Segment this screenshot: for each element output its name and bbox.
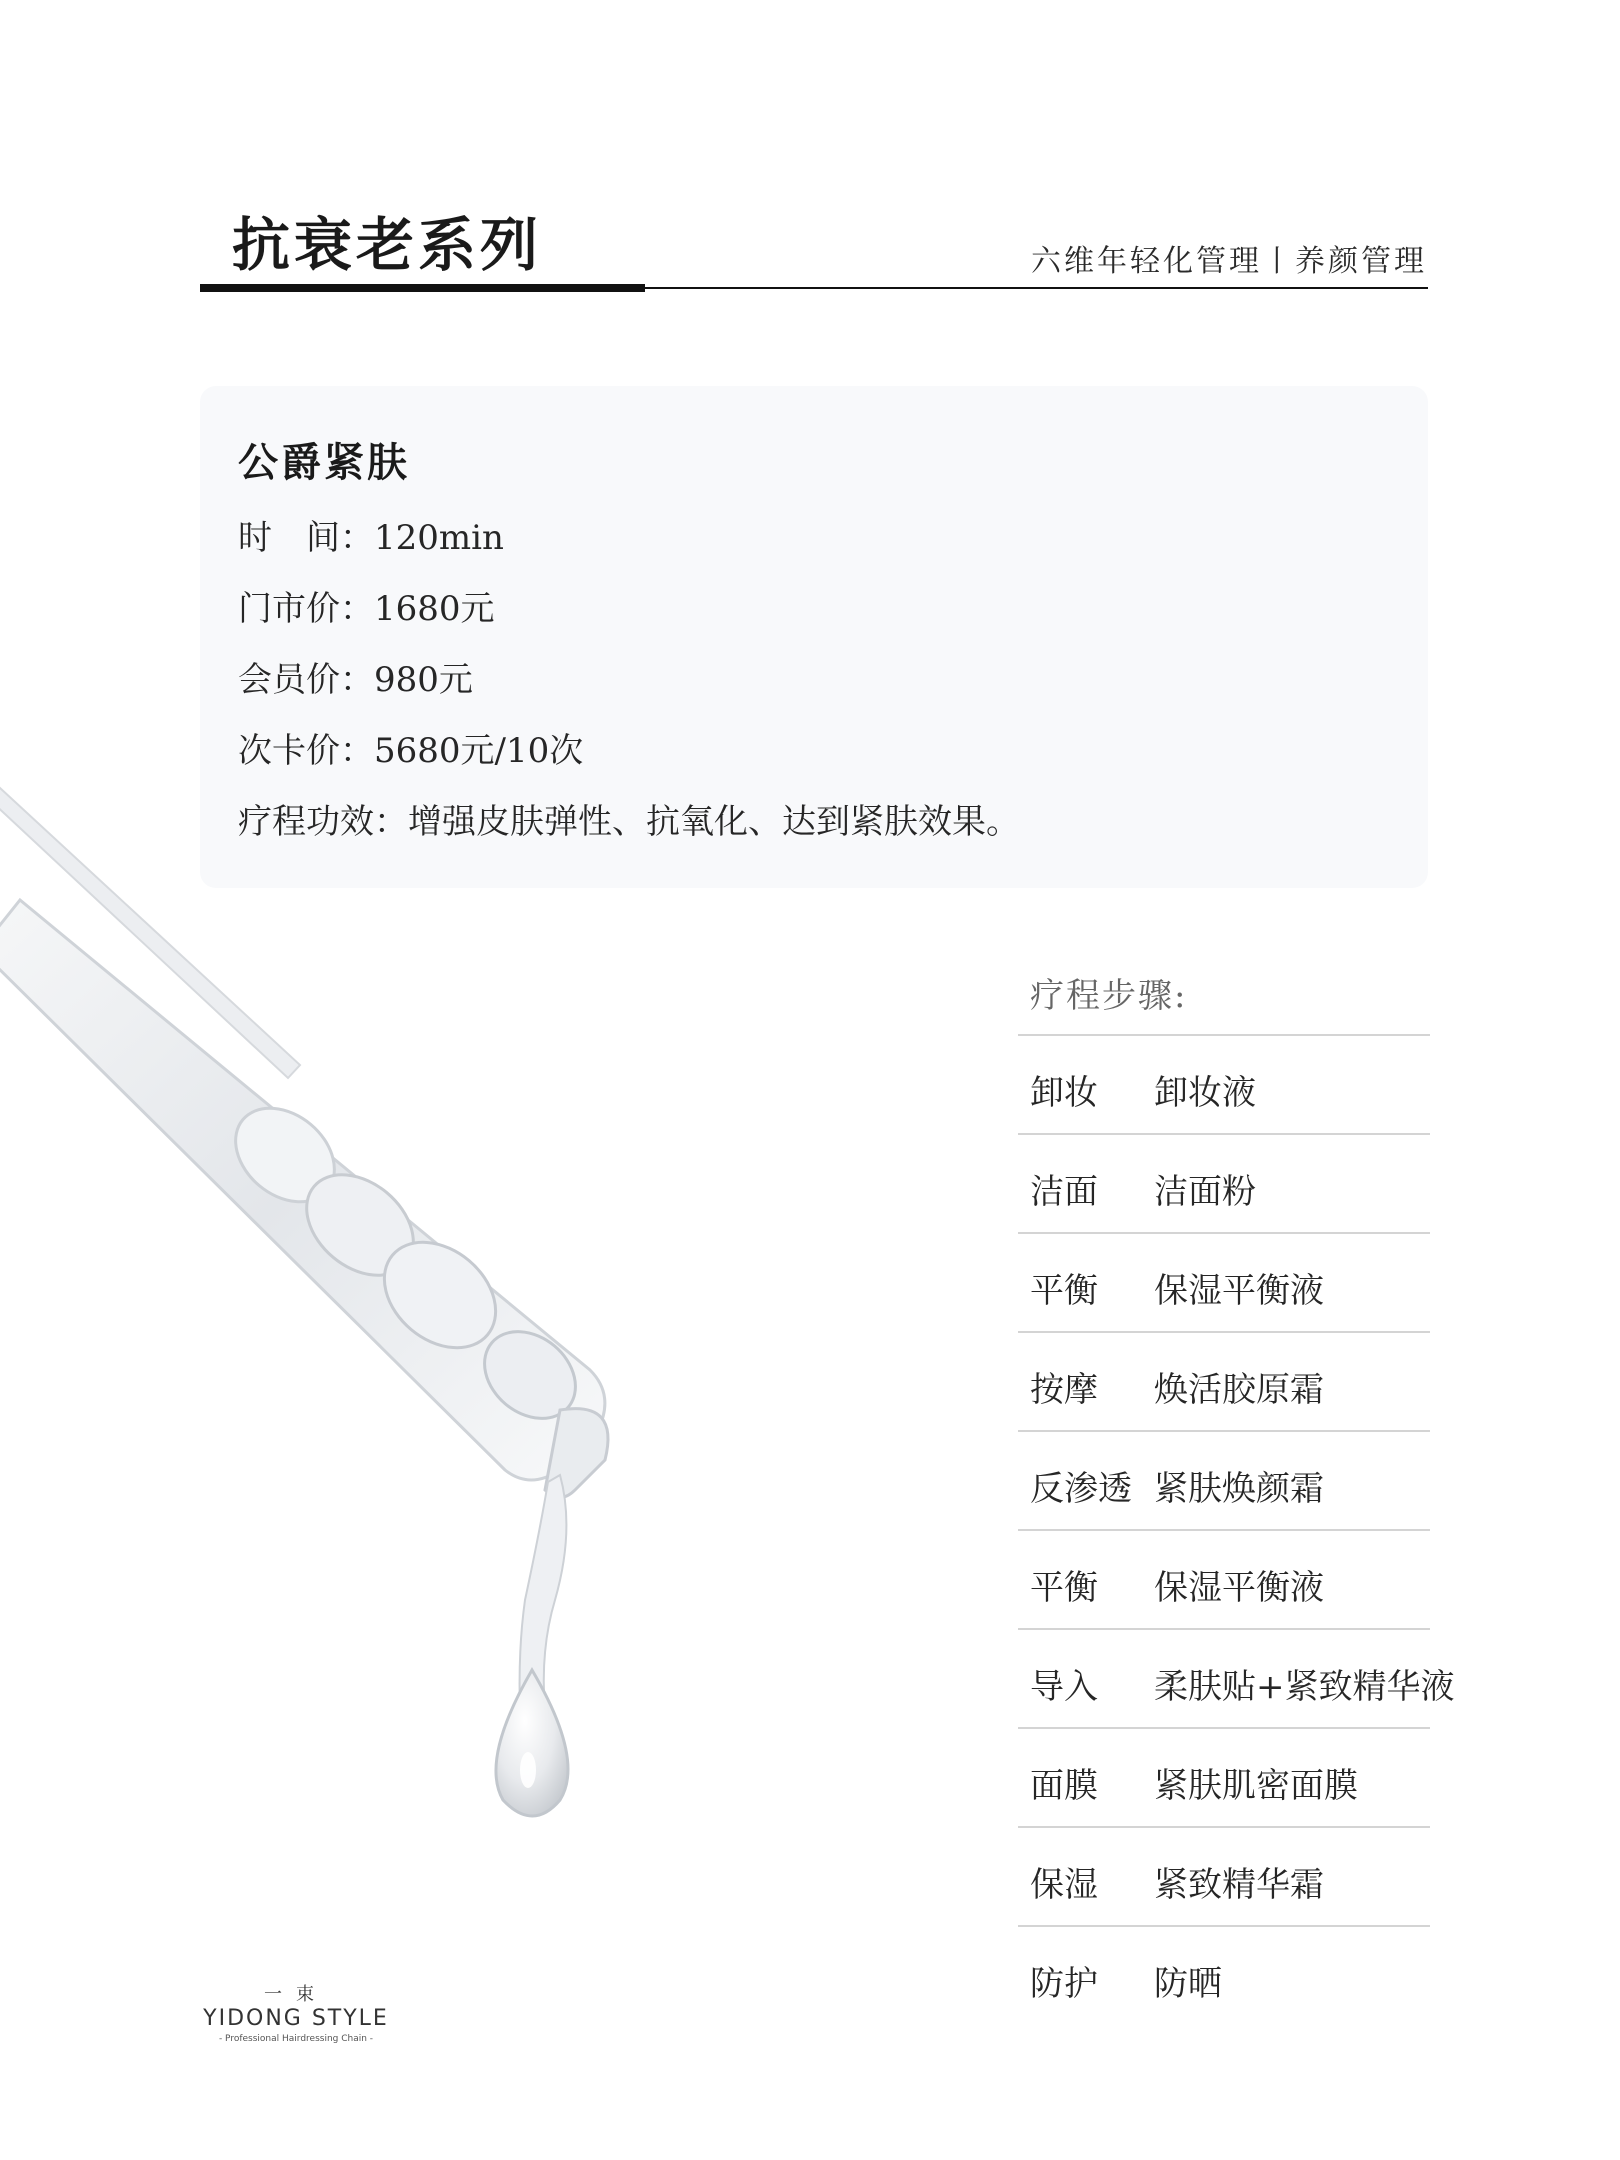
step-product: 柔肤贴+紧致精华液 xyxy=(1154,1667,1455,1707)
step-row xyxy=(1018,1331,1430,1430)
step-name: 防护 xyxy=(1030,1964,1098,2004)
step-name: 按摩 xyxy=(1030,1370,1098,1410)
step-name: 保湿 xyxy=(1030,1865,1098,1905)
brand-logo xyxy=(196,1985,396,2045)
step-product: 焕活胶原霜 xyxy=(1154,1370,1324,1410)
step-name: 平衡 xyxy=(1030,1568,1098,1608)
step-name: 导入 xyxy=(1030,1667,1098,1707)
step-name: 面膜 xyxy=(1030,1766,1098,1806)
step-name: 洁面 xyxy=(1030,1172,1098,1212)
page-title: 抗衰老系列 xyxy=(232,211,543,279)
step-product: 卸妆液 xyxy=(1154,1073,1256,1113)
treatment-retail-price: 门市价：1680元 xyxy=(238,589,495,629)
step-row xyxy=(1018,1232,1430,1331)
step-row xyxy=(1018,1727,1430,1826)
step-row xyxy=(1018,1034,1430,1133)
step-product: 紧肤肌密面膜 xyxy=(1154,1766,1358,1806)
step-product: 防晒 xyxy=(1154,1964,1222,2004)
logo-mark: 一束 xyxy=(264,1984,328,2005)
treatment-title: 公爵紧肤 xyxy=(238,439,410,486)
treatment-steps-label: 疗程步骤: xyxy=(1030,976,1188,1016)
treatment-member-price: 会员价：980元 xyxy=(238,660,473,700)
step-row xyxy=(1018,1529,1430,1628)
step-name: 卸妆 xyxy=(1030,1073,1098,1113)
step-product: 紧致精华霜 xyxy=(1154,1865,1324,1905)
step-row xyxy=(1018,1925,1430,2024)
step-product: 保湿平衡液 xyxy=(1154,1568,1324,1608)
step-name: 反渗透 xyxy=(1030,1469,1132,1509)
logo-name: YIDONG STYLE xyxy=(203,2006,389,2031)
step-product: 紧肤焕颜霜 xyxy=(1154,1469,1324,1509)
step-product: 保湿平衡液 xyxy=(1154,1271,1324,1311)
treatment-steps-list xyxy=(1018,1034,1455,2024)
page-subtitle: 六维年轻化管理丨养颜管理 xyxy=(1031,244,1427,279)
treatment-effect: 疗程功效：增强皮肤弹性、抗氧化、达到紧肤效果。 xyxy=(238,802,1020,842)
step-row xyxy=(1018,1826,1430,1925)
step-row xyxy=(1018,1430,1430,1529)
step-row xyxy=(1018,1628,1455,1727)
serum-dropper-image xyxy=(0,770,660,1870)
logo-tagline: - Professional Hairdressing Chain - xyxy=(218,2034,374,2044)
step-row xyxy=(1018,1133,1430,1232)
step-name: 平衡 xyxy=(1030,1271,1098,1311)
header-divider-accent xyxy=(200,284,645,292)
treatment-time: 时 间：120min xyxy=(238,518,504,558)
step-product: 洁面粉 xyxy=(1154,1172,1256,1212)
treatment-package-price: 次卡价：5680元/10次 xyxy=(238,731,584,771)
